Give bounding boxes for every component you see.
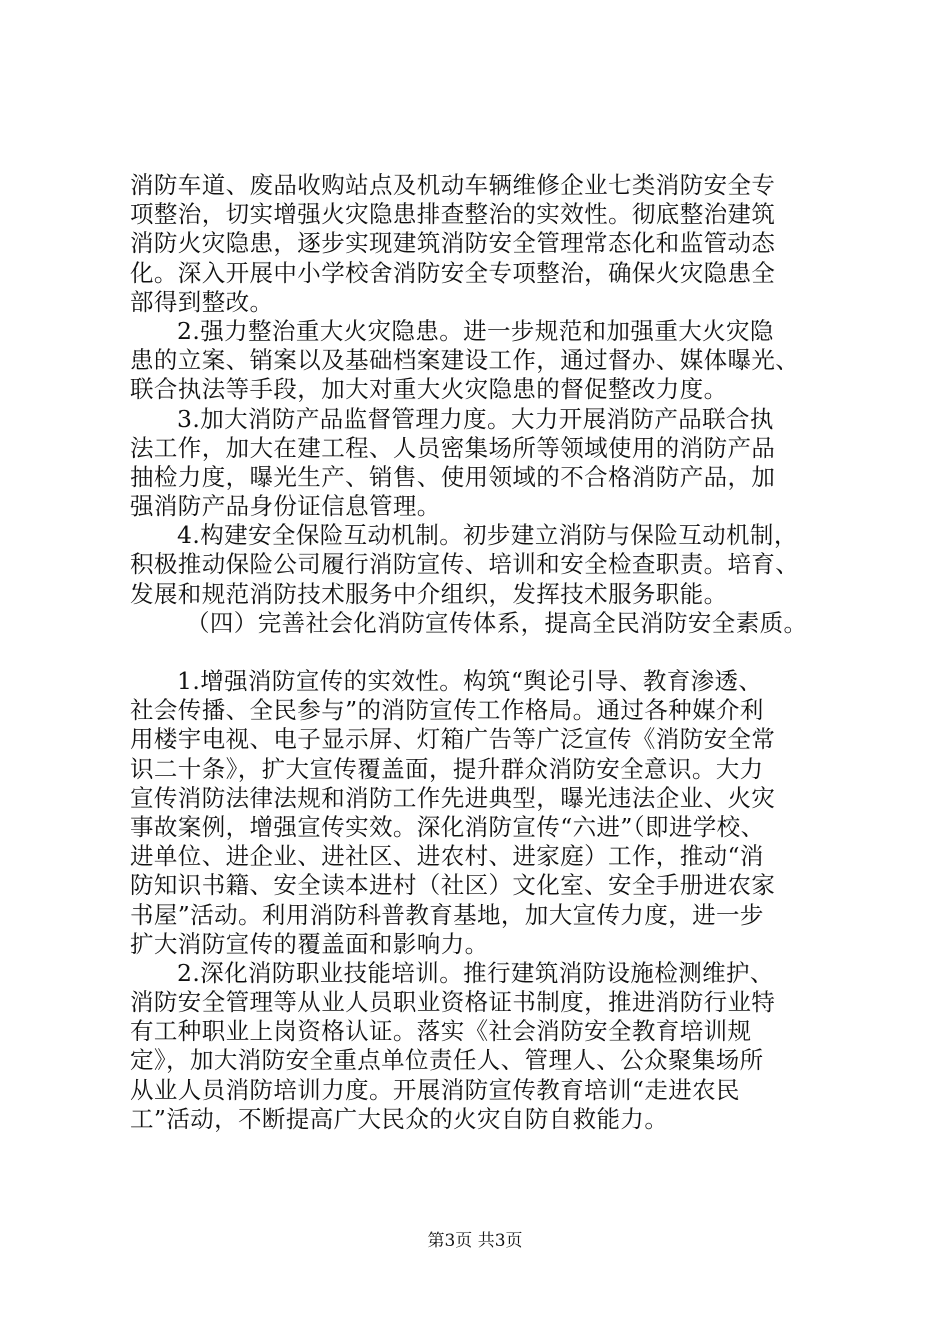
body-line: 消防车道、废品收购站点及机动车辆维修企业七类消防安全专 [130, 171, 776, 199]
section-heading: （四）完善社会化消防宣传体系，提高全民消防安全素质。 [186, 608, 808, 637]
body-line: 化。深入开展中小学校舍消防安全专项整治，确保火灾隐患全 [130, 258, 776, 287]
body-line: 进单位、进企业、进社区、进农村、进家庭）工作，推动“消 [130, 842, 764, 871]
body-line: 防知识书籍、安全读本进村（社区）文化室、安全手册进农家 [130, 871, 776, 900]
blank-line [130, 638, 830, 667]
body-line: 识二十条》，扩大宣传覆盖面，提升群众消防安全意识。大力 [130, 754, 764, 783]
paragraph-heading-line: 1.增强消防宣传的实效性。构筑“舆论引导、教育渗透、 [177, 667, 763, 695]
body-line: 扩大消防宣传的覆盖面和影响力。 [130, 929, 489, 958]
body-line: 用楼宇电视、电子显示屏、灯箱广告等广泛宣传《消防安全常 [130, 725, 776, 754]
body-line: 书屋”活动。利用消防科普教育基地，加大宣传力度，进一步 [130, 900, 764, 929]
paragraph-heading-line: 3.加大消防产品监督管理力度。大力开展消防产品联合执 [177, 404, 774, 433]
page-number-footer: 第3页 共3页 [427, 1231, 523, 1251]
body-line: 消防火灾隐患，逐步实现建筑消防安全管理常态化和监管动态 [130, 229, 776, 258]
paragraph-heading-line: 2.强力整治重大火灾隐患。进一步规范和加强重大火灾隐 [177, 316, 774, 345]
body-line: 有工种职业上岗资格认证。落实《社会消防安全教育培训规 [130, 1017, 752, 1046]
paragraph-heading-line: 4.构建安全保险互动机制。初步建立消防与保险互动机制， [177, 521, 798, 550]
paragraph-heading-line: 2.深化消防职业技能培训。推行建筑消防设施检测维护、 [177, 958, 774, 987]
body-line: 联合执法等手段，加大对重大火灾隐患的督促整改力度。 [130, 375, 728, 404]
body-line: 工”活动，不断提高广大民众的火灾自防自救能力。 [130, 1104, 669, 1133]
body-line: 项整治，切实增强火灾隐患排查整治的实效性。彻底整治建筑 [130, 200, 776, 229]
body-line: 发展和规范消防技术服务中介组织，发挥技术服务职能。 [130, 579, 728, 608]
body-line: 部得到整改。 [130, 287, 274, 316]
body-line: 定》，加大消防安全重点单位责任人、管理人、公众聚集场所 [130, 1046, 764, 1075]
body-line: 抽检力度，曝光生产、销售、使用领域的不合格消防产品，加 [130, 462, 776, 491]
body-line: 患的立案、销案以及基础档案建设工作，通过督办、媒体曝光、 [130, 346, 800, 375]
body-line: 事故案例，增强宣传实效。深化消防宣传“六进”（即进学校、 [130, 812, 765, 841]
body-line: 宣传消防法律法规和消防工作先进典型，曝光违法企业、火灾 [130, 783, 776, 812]
body-line: 社会传播、全民参与”的消防宣传工作格局。通过各种媒介利 [130, 696, 764, 725]
document-body [130, 171, 830, 1134]
body-line: 从业人员消防培训力度。开展消防宣传教育培训“走进农民 [130, 1075, 740, 1104]
body-line: 积极推动保险公司履行消防宣传、培训和安全检查职责。培育、 [130, 550, 800, 579]
body-line: 消防安全管理等从业人员职业资格证书制度，推进消防行业特 [130, 988, 776, 1017]
body-line: 强消防产品身份证信息管理。 [130, 492, 441, 521]
body-line: 法工作，加大在建工程、人员密集场所等领域使用的消防产品 [130, 433, 776, 462]
